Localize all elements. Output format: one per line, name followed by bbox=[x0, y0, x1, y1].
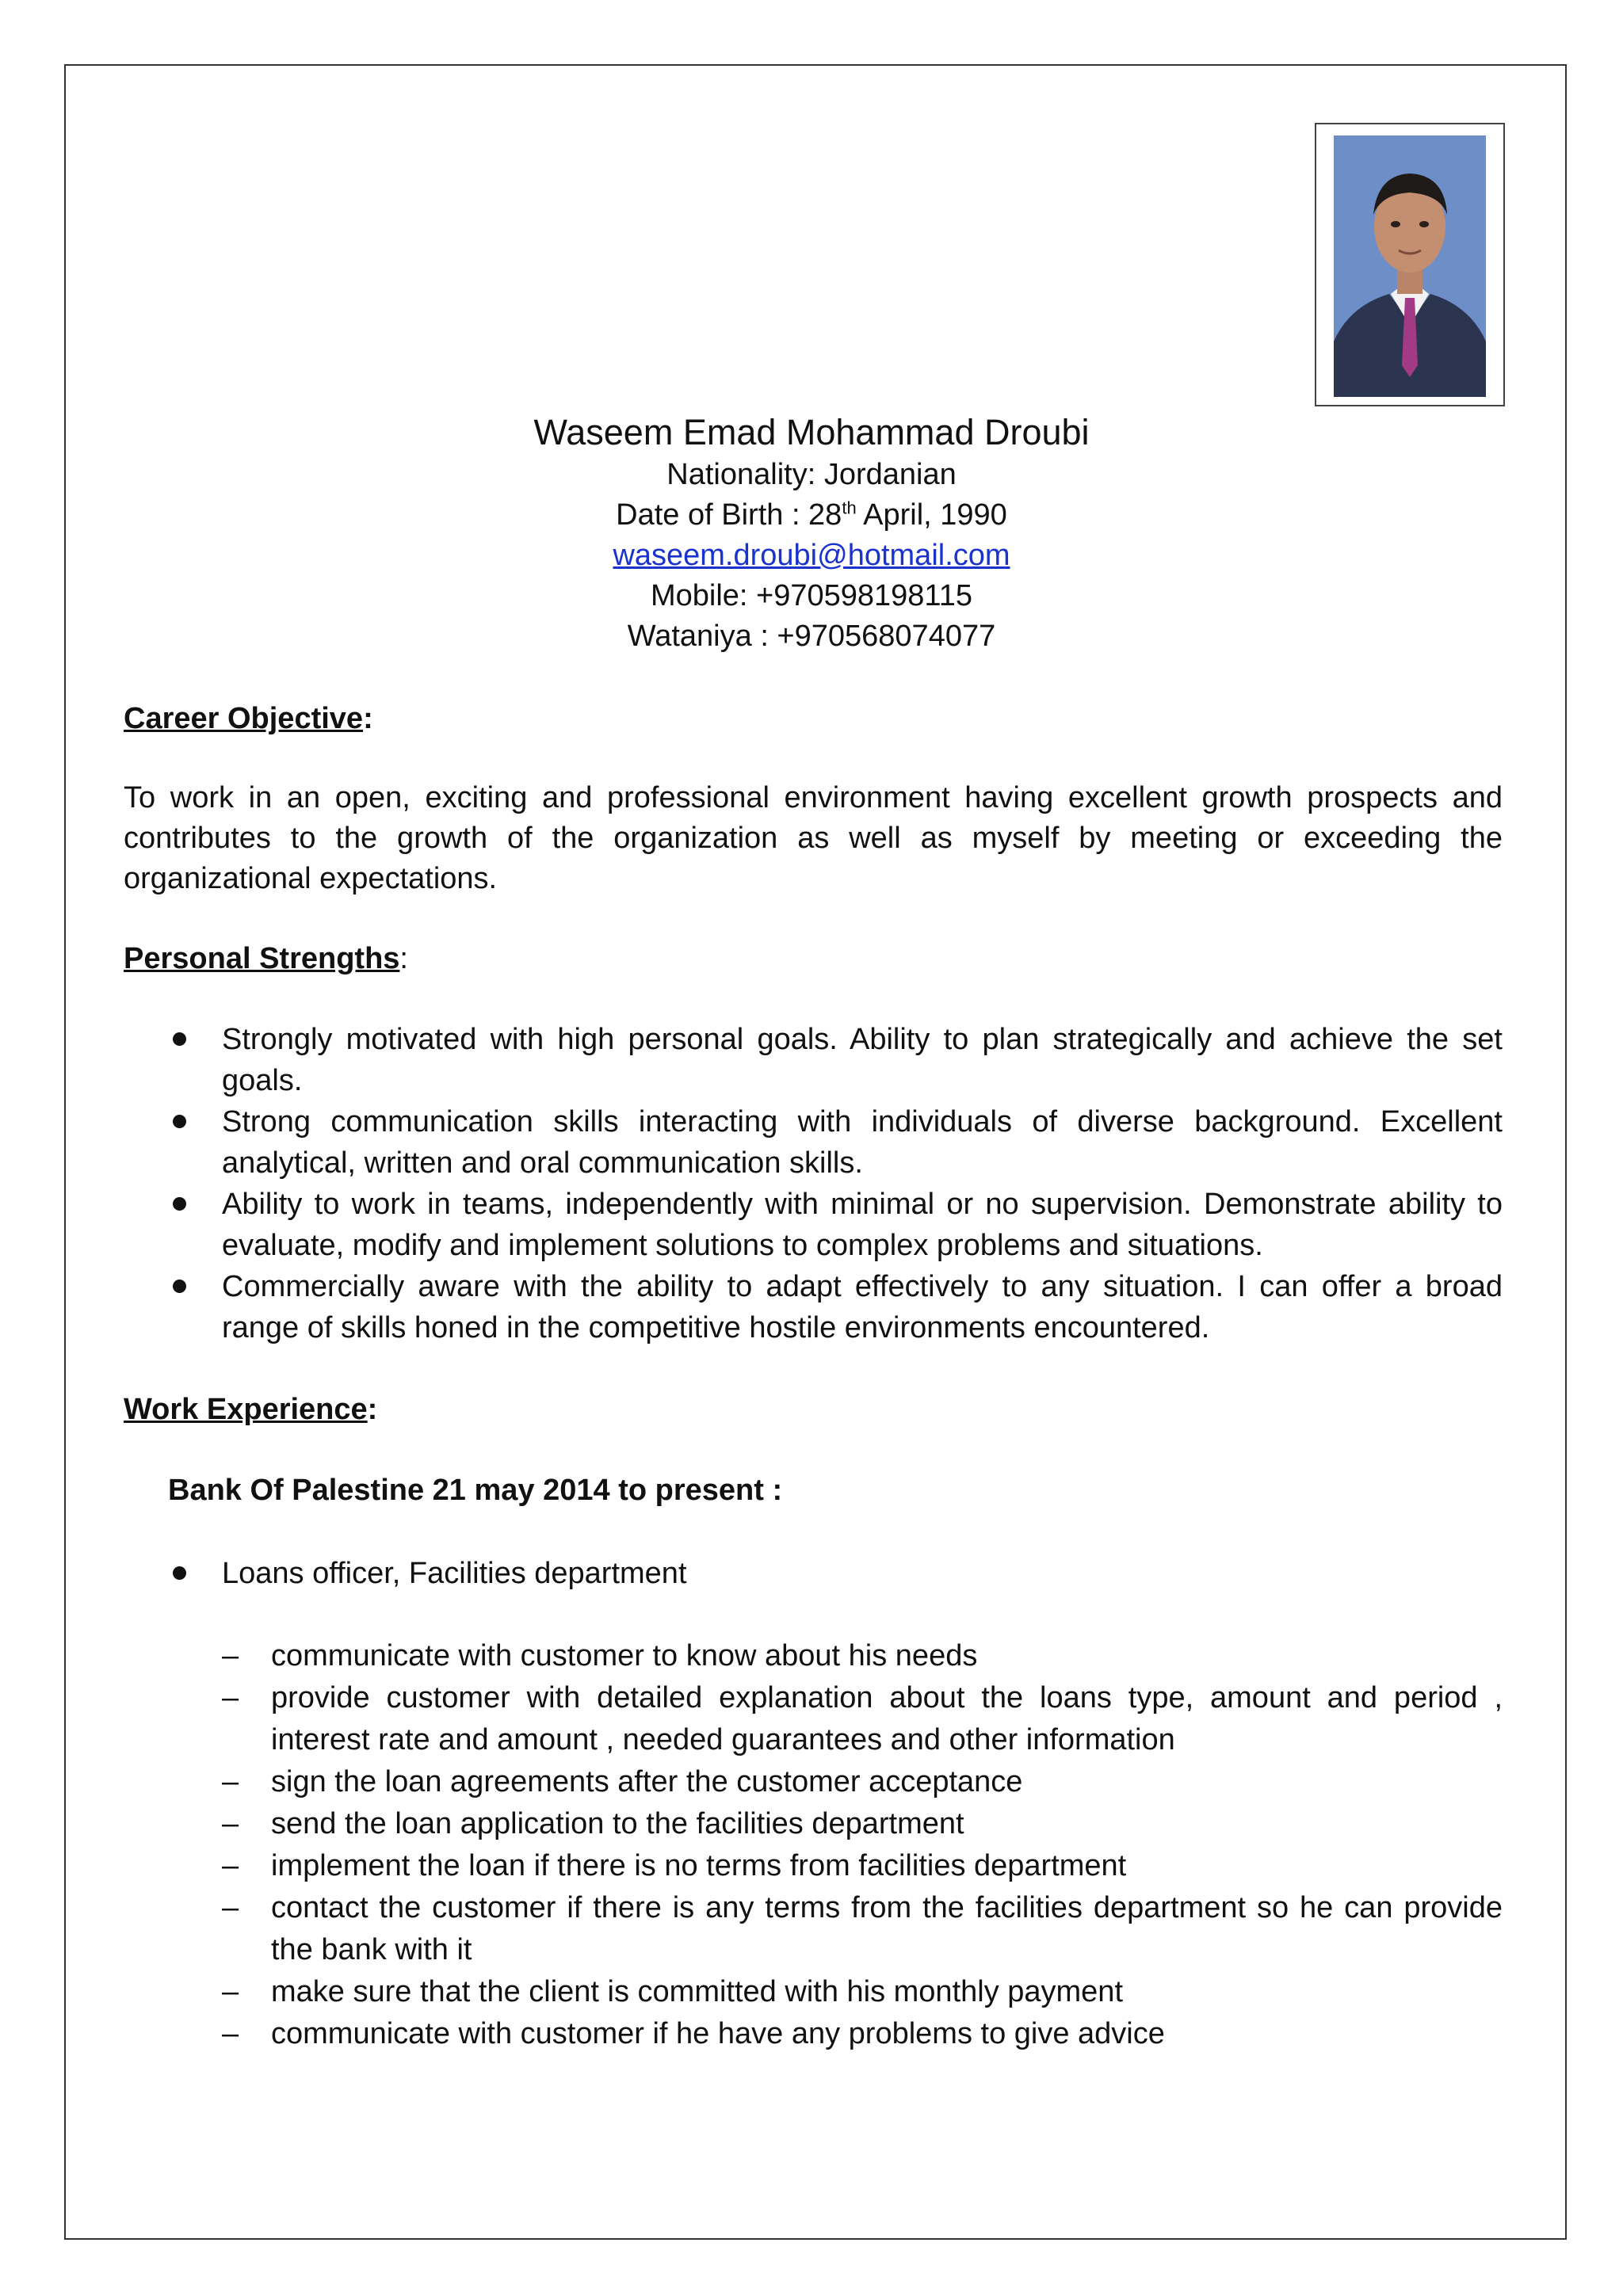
duty-text: sign the loan agreements after the customer acceptance bbox=[271, 1765, 1023, 1798]
dash-icon: – bbox=[222, 1807, 239, 1840]
role-list bbox=[124, 1553, 1503, 1594]
duty-text: contact the customer if there is any terms from the facilities department so he can provide the bank with it bbox=[271, 1891, 1503, 1966]
dash-icon: – bbox=[222, 1975, 239, 2008]
dash-icon: – bbox=[222, 1681, 239, 1714]
dash-icon: – bbox=[222, 1639, 239, 1672]
dash-icon: – bbox=[222, 1891, 239, 1924]
strength-text: Strong communication skills interacting with individuals of diverse background. Excellent analytical, written and oral communication skills. bbox=[222, 1105, 1503, 1180]
nationality: Nationality: Jordanian bbox=[666, 458, 957, 491]
list-item bbox=[124, 1677, 1503, 1761]
list-item bbox=[124, 1845, 1503, 1887]
profile-photo bbox=[1334, 135, 1486, 397]
portrait-illustration bbox=[1334, 135, 1486, 397]
personal-strengths-heading bbox=[124, 939, 1503, 978]
strengths-list bbox=[124, 1019, 1503, 1348]
duty-text: provide customer with detailed explanation about the loans type, amount and period , interest rate and amount , needed guarantees and other information bbox=[271, 1681, 1503, 1756]
strength-text: Strongly motivated with high personal goals. Ability to plan strategically and achieve the set goals. bbox=[222, 1023, 1503, 1097]
list-item bbox=[124, 1019, 1503, 1101]
list-item bbox=[124, 1761, 1503, 1803]
list-item bbox=[124, 1101, 1503, 1184]
dob-suffix: April, 1990 bbox=[856, 498, 1007, 532]
career-objective-text: To work in an open, exciting and professional environment having excellent growth prospects and contributes to the growth of the organization as well as myself by meeting or exceeding the organizational expectations. bbox=[124, 781, 1503, 895]
dash-icon: – bbox=[222, 1849, 239, 1882]
duty-text: make sure that the client is committed with his monthly payment bbox=[271, 1975, 1124, 2008]
list-item bbox=[124, 1803, 1503, 1845]
career-heading-text: Career Objective bbox=[124, 702, 364, 735]
wataniya-number: Wataniya : +970568074077 bbox=[627, 620, 996, 653]
list-item bbox=[124, 1635, 1503, 1677]
career-objective-heading bbox=[124, 699, 1503, 738]
email-row bbox=[0, 536, 1623, 576]
strengths-heading-text: Personal Strengths bbox=[124, 942, 400, 975]
duty-text: communicate with customer to know about his needs bbox=[271, 1639, 978, 1672]
bullet-icon bbox=[173, 1566, 186, 1580]
list-item bbox=[124, 1184, 1503, 1266]
dob-prefix: Date of Birth : 28 bbox=[616, 498, 842, 532]
mobile-number: Mobile: +970598198115 bbox=[650, 579, 973, 612]
career-heading-colon: : bbox=[363, 702, 373, 735]
dash-icon: – bbox=[222, 1765, 239, 1798]
employer-heading: Bank Of Palestine 21 may 2014 to present : bbox=[168, 1474, 783, 1507]
work-heading-colon: : bbox=[367, 1393, 378, 1426]
work-heading-text: Work Experience bbox=[124, 1393, 368, 1426]
bullet-icon bbox=[173, 1197, 186, 1211]
dash-icon: – bbox=[222, 2017, 239, 2050]
bullet-icon bbox=[173, 1032, 186, 1046]
candidate-name: Waseem Emad Mohammad Droubi bbox=[533, 412, 1090, 452]
email-link[interactable]: waseem.droubi@hotmail.com bbox=[613, 539, 1010, 572]
bullet-icon bbox=[173, 1280, 186, 1293]
strength-text: Commercially aware with the ability to adapt effectively to any situation. I can offer a broad range of skills honed in the competitive hostile environments encountered. bbox=[222, 1270, 1503, 1344]
date-of-birth bbox=[0, 495, 1623, 536]
list-item bbox=[124, 1971, 1503, 2013]
dob-ordinal: th bbox=[842, 498, 857, 518]
strengths-heading-colon: : bbox=[399, 942, 408, 975]
list-item bbox=[124, 1266, 1503, 1348]
profile-photo-frame bbox=[1315, 123, 1505, 406]
duty-text: implement the loan if there is no terms from facilities department bbox=[271, 1849, 1127, 1882]
duty-text: send the loan application to the facilities department bbox=[271, 1807, 964, 1840]
duties-list bbox=[124, 1635, 1503, 2055]
list-item bbox=[124, 1887, 1503, 1971]
list-item bbox=[124, 1553, 1503, 1594]
duty-text: communicate with customer if he have any problems to give advice bbox=[271, 2017, 1165, 2050]
list-item bbox=[124, 2013, 1503, 2055]
role-text: Loans officer, Facilities department bbox=[222, 1557, 687, 1590]
bullet-icon bbox=[173, 1115, 186, 1128]
strength-text: Ability to work in teams, independently with minimal or no supervision. Demonstrate ability to evaluate, modify and implement solutions to complex problems and situations. bbox=[222, 1188, 1503, 1262]
work-experience-heading bbox=[124, 1390, 1503, 1429]
